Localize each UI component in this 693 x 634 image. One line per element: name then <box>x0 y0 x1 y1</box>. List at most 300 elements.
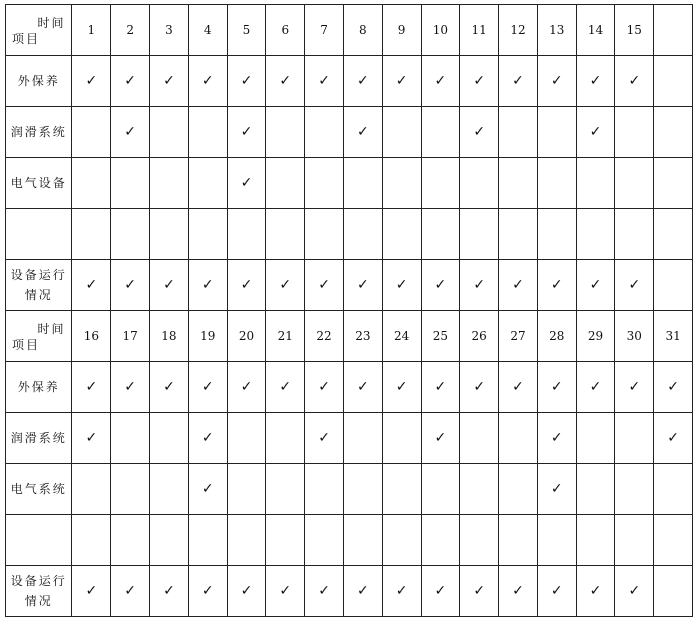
day-number-cell: 13 <box>537 5 576 56</box>
check-cell <box>150 56 189 107</box>
check-cell <box>460 56 499 107</box>
check-mark-icon: ✓ <box>473 124 486 140</box>
day-number-cell: 31 <box>654 311 693 362</box>
row-label-text: 情况 <box>24 288 53 302</box>
day-number-cell: 8 <box>343 5 382 56</box>
check-mark-icon: ✓ <box>395 277 408 293</box>
check-cell <box>305 56 344 107</box>
check-cell <box>382 107 421 158</box>
table-row <box>6 464 693 515</box>
check-cell <box>654 56 693 107</box>
check-cell <box>615 413 654 464</box>
check-cell <box>150 515 189 566</box>
check-cell <box>537 464 576 515</box>
day-number-cell: 23 <box>343 311 382 362</box>
check-cell <box>72 464 111 515</box>
check-cell <box>615 158 654 209</box>
check-cell <box>460 158 499 209</box>
day-number-cell: 15 <box>615 5 654 56</box>
check-cell <box>150 158 189 209</box>
check-mark-icon: ✓ <box>201 481 214 497</box>
maintenance-checklist-table <box>5 4 693 617</box>
check-cell <box>227 107 266 158</box>
check-cell <box>111 566 150 617</box>
table-row <box>6 158 693 209</box>
check-mark-icon: ✓ <box>628 73 641 89</box>
row-label-cell <box>6 566 72 617</box>
check-cell <box>460 209 499 260</box>
check-mark-icon: ✓ <box>201 583 214 599</box>
check-cell <box>576 362 615 413</box>
check-cell <box>227 413 266 464</box>
check-cell <box>188 56 227 107</box>
check-cell <box>654 413 693 464</box>
row-label-text: 外保养 <box>17 380 60 394</box>
check-mark-icon: ✓ <box>395 379 408 395</box>
check-mark-icon: ✓ <box>124 277 137 293</box>
table-row <box>6 56 693 107</box>
table-row <box>6 362 693 413</box>
row-label-text: 润滑系统 <box>10 431 67 445</box>
check-mark-icon: ✓ <box>628 379 641 395</box>
day-number-cell: 17 <box>111 311 150 362</box>
check-cell <box>421 515 460 566</box>
check-mark-icon: ✓ <box>473 277 486 293</box>
check-cell <box>343 158 382 209</box>
check-cell <box>72 362 111 413</box>
check-cell <box>227 260 266 311</box>
check-cell <box>654 260 693 311</box>
row-label-cell <box>6 209 72 260</box>
row-label-cell <box>6 464 72 515</box>
check-mark-icon: ✓ <box>279 73 292 89</box>
check-cell <box>111 260 150 311</box>
check-cell <box>72 566 111 617</box>
day-number-cell: 10 <box>421 5 460 56</box>
check-cell <box>615 464 654 515</box>
header-row <box>6 311 693 362</box>
check-mark-icon: ✓ <box>240 583 253 599</box>
check-cell <box>150 260 189 311</box>
day-number-cell: 14 <box>576 5 615 56</box>
check-mark-icon: ✓ <box>240 379 253 395</box>
check-mark-icon: ✓ <box>434 379 447 395</box>
corner-header-cell <box>6 311 72 362</box>
check-cell <box>499 464 538 515</box>
item-header-label: 项目 <box>12 338 41 352</box>
check-cell <box>266 515 305 566</box>
check-cell <box>499 158 538 209</box>
check-cell <box>227 158 266 209</box>
check-mark-icon: ✓ <box>85 73 98 89</box>
check-cell <box>499 107 538 158</box>
check-cell <box>382 413 421 464</box>
check-cell <box>72 107 111 158</box>
check-cell <box>654 107 693 158</box>
day-number-cell: 25 <box>421 311 460 362</box>
check-mark-icon: ✓ <box>163 277 175 293</box>
check-mark-icon: ✓ <box>356 379 369 395</box>
row-label-cell <box>6 107 72 158</box>
row-label-cell <box>6 413 72 464</box>
check-cell <box>266 209 305 260</box>
check-cell <box>499 566 538 617</box>
check-cell <box>576 209 615 260</box>
check-mark-icon: ✓ <box>85 379 98 395</box>
day-number-cell: 11 <box>460 5 499 56</box>
check-cell <box>421 362 460 413</box>
check-mark-icon: ✓ <box>318 583 330 599</box>
check-cell <box>305 362 344 413</box>
check-cell <box>382 566 421 617</box>
check-cell <box>382 260 421 311</box>
check-cell <box>460 413 499 464</box>
check-cell <box>266 566 305 617</box>
check-cell <box>421 413 460 464</box>
day-number-cell: 26 <box>460 311 499 362</box>
check-mark-icon: ✓ <box>473 583 486 599</box>
check-cell <box>382 56 421 107</box>
check-mark-icon: ✓ <box>512 583 524 599</box>
check-cell <box>654 362 693 413</box>
check-cell <box>537 260 576 311</box>
check-cell <box>150 413 189 464</box>
check-cell <box>111 56 150 107</box>
check-cell <box>615 260 654 311</box>
day-number-cell: 21 <box>266 311 305 362</box>
check-mark-icon: ✓ <box>473 73 486 89</box>
check-cell <box>266 464 305 515</box>
check-mark-icon: ✓ <box>473 379 486 395</box>
check-cell <box>227 362 266 413</box>
day-number-cell: 22 <box>305 311 344 362</box>
check-cell <box>499 413 538 464</box>
check-cell <box>421 158 460 209</box>
check-cell <box>150 107 189 158</box>
check-cell <box>576 56 615 107</box>
day-number-cell: 4 <box>188 5 227 56</box>
check-cell <box>382 464 421 515</box>
item-header-label: 项目 <box>12 32 41 46</box>
check-cell <box>343 413 382 464</box>
check-mark-icon: ✓ <box>512 277 524 293</box>
check-cell <box>343 56 382 107</box>
check-mark-icon: ✓ <box>124 73 137 89</box>
day-number-cell: 2 <box>111 5 150 56</box>
check-mark-icon: ✓ <box>201 379 214 395</box>
check-cell <box>150 464 189 515</box>
day-number-cell: 9 <box>382 5 421 56</box>
check-mark-icon: ✓ <box>550 277 563 293</box>
check-mark-icon: ✓ <box>279 583 292 599</box>
check-cell <box>460 260 499 311</box>
time-header-label: 时间 <box>37 322 66 336</box>
check-mark-icon: ✓ <box>279 277 292 293</box>
check-cell <box>305 107 344 158</box>
day-number-cell: 20 <box>227 311 266 362</box>
check-mark-icon: ✓ <box>240 124 253 140</box>
check-mark-icon: ✓ <box>356 73 369 89</box>
table-body <box>6 5 693 617</box>
check-cell <box>499 515 538 566</box>
check-cell <box>266 56 305 107</box>
check-mark-icon: ✓ <box>589 124 602 140</box>
table-row <box>6 209 693 260</box>
row-label-cell <box>6 158 72 209</box>
check-cell <box>499 260 538 311</box>
row-label-text: 设备运行 <box>10 268 67 282</box>
header-row <box>6 5 693 56</box>
check-cell <box>227 515 266 566</box>
check-cell <box>537 107 576 158</box>
day-number-cell: 12 <box>499 5 538 56</box>
check-mark-icon: ✓ <box>201 73 214 89</box>
check-cell <box>72 413 111 464</box>
check-cell <box>537 515 576 566</box>
check-cell <box>305 209 344 260</box>
check-cell <box>615 362 654 413</box>
check-mark-icon: ✓ <box>240 73 253 89</box>
check-cell <box>227 209 266 260</box>
table-row <box>6 260 693 311</box>
check-cell <box>615 515 654 566</box>
day-number-cell: 18 <box>150 311 189 362</box>
check-cell <box>421 464 460 515</box>
check-cell <box>537 566 576 617</box>
check-mark-icon: ✓ <box>434 430 447 446</box>
check-cell <box>343 107 382 158</box>
check-cell <box>111 107 150 158</box>
check-cell <box>188 464 227 515</box>
check-cell <box>343 515 382 566</box>
check-cell <box>421 56 460 107</box>
row-label-cell <box>6 515 72 566</box>
check-cell <box>421 107 460 158</box>
day-number-cell: 7 <box>305 5 344 56</box>
time-header-label: 时间 <box>37 16 66 30</box>
check-mark-icon: ✓ <box>550 73 563 89</box>
table-row <box>6 566 693 617</box>
check-cell <box>111 209 150 260</box>
check-mark-icon: ✓ <box>550 379 563 395</box>
check-cell <box>188 566 227 617</box>
check-cell <box>615 209 654 260</box>
day-number-cell: 27 <box>499 311 538 362</box>
check-cell <box>72 515 111 566</box>
day-number-cell: 24 <box>382 311 421 362</box>
check-mark-icon: ✓ <box>434 73 447 89</box>
check-cell <box>305 515 344 566</box>
check-cell <box>343 260 382 311</box>
table-row <box>6 515 693 566</box>
check-cell <box>460 464 499 515</box>
day-number-cell: 28 <box>537 311 576 362</box>
check-cell <box>111 362 150 413</box>
row-label-cell <box>6 362 72 413</box>
check-mark-icon: ✓ <box>240 277 253 293</box>
row-label-text: 外保养 <box>17 74 60 88</box>
check-cell <box>382 362 421 413</box>
check-cell <box>305 158 344 209</box>
check-mark-icon: ✓ <box>589 73 602 89</box>
check-mark-icon: ✓ <box>550 430 563 446</box>
check-cell <box>537 413 576 464</box>
day-number-cell: 5 <box>227 5 266 56</box>
check-cell <box>654 515 693 566</box>
check-cell <box>227 464 266 515</box>
day-number-cell: 3 <box>150 5 189 56</box>
row-label-cell <box>6 260 72 311</box>
check-cell <box>72 209 111 260</box>
check-mark-icon: ✓ <box>318 379 330 395</box>
check-mark-icon: ✓ <box>589 379 602 395</box>
check-cell <box>72 56 111 107</box>
check-mark-icon: ✓ <box>589 583 602 599</box>
check-cell <box>305 260 344 311</box>
table-row <box>6 107 693 158</box>
check-cell <box>305 464 344 515</box>
check-cell <box>576 413 615 464</box>
check-mark-icon: ✓ <box>667 379 679 395</box>
check-mark-icon: ✓ <box>163 73 175 89</box>
check-cell <box>305 413 344 464</box>
check-cell <box>305 566 344 617</box>
day-number-cell: 19 <box>188 311 227 362</box>
check-cell <box>382 515 421 566</box>
row-label-text: 润滑系统 <box>10 125 67 139</box>
check-mark-icon: ✓ <box>201 430 214 446</box>
check-mark-icon: ✓ <box>163 583 175 599</box>
check-cell <box>188 209 227 260</box>
check-cell <box>576 107 615 158</box>
check-mark-icon: ✓ <box>395 583 408 599</box>
check-cell <box>576 260 615 311</box>
check-cell <box>188 362 227 413</box>
check-cell <box>382 209 421 260</box>
row-label-text: 电气系统 <box>10 482 67 496</box>
check-mark-icon: ✓ <box>434 277 447 293</box>
day-number-cell: 30 <box>615 311 654 362</box>
check-cell <box>576 566 615 617</box>
day-number-cell: 16 <box>72 311 111 362</box>
check-mark-icon: ✓ <box>550 481 563 497</box>
check-mark-icon: ✓ <box>318 277 330 293</box>
check-cell <box>343 362 382 413</box>
check-cell <box>421 260 460 311</box>
check-cell <box>227 56 266 107</box>
check-cell <box>460 566 499 617</box>
check-cell <box>188 515 227 566</box>
check-mark-icon: ✓ <box>279 379 292 395</box>
check-cell <box>266 158 305 209</box>
check-cell <box>499 56 538 107</box>
check-cell <box>499 209 538 260</box>
check-cell <box>382 158 421 209</box>
check-mark-icon: ✓ <box>85 277 98 293</box>
check-cell <box>576 515 615 566</box>
check-cell <box>615 56 654 107</box>
check-cell <box>460 107 499 158</box>
check-cell <box>188 158 227 209</box>
check-cell <box>654 464 693 515</box>
check-cell <box>111 413 150 464</box>
check-cell <box>615 566 654 617</box>
check-cell <box>72 260 111 311</box>
check-cell <box>576 464 615 515</box>
check-mark-icon: ✓ <box>667 430 679 446</box>
check-cell <box>343 566 382 617</box>
check-cell <box>460 362 499 413</box>
check-mark-icon: ✓ <box>550 583 563 599</box>
row-label-text: 电气设备 <box>10 176 67 190</box>
check-cell <box>111 158 150 209</box>
check-mark-icon: ✓ <box>356 277 369 293</box>
table-row <box>6 413 693 464</box>
check-cell <box>72 158 111 209</box>
check-cell <box>150 566 189 617</box>
check-mark-icon: ✓ <box>589 277 602 293</box>
check-cell <box>654 566 693 617</box>
check-cell <box>615 107 654 158</box>
check-cell <box>266 260 305 311</box>
check-cell <box>343 464 382 515</box>
day-number-cell: 1 <box>72 5 111 56</box>
check-mark-icon: ✓ <box>356 124 369 140</box>
check-mark-icon: ✓ <box>85 430 98 446</box>
check-cell <box>188 413 227 464</box>
check-cell <box>111 464 150 515</box>
check-mark-icon: ✓ <box>163 379 175 395</box>
check-mark-icon: ✓ <box>318 430 330 446</box>
check-cell <box>188 260 227 311</box>
check-cell <box>188 107 227 158</box>
check-mark-icon: ✓ <box>124 124 137 140</box>
check-cell <box>227 566 266 617</box>
check-cell <box>460 515 499 566</box>
check-mark-icon: ✓ <box>201 277 214 293</box>
check-cell <box>111 515 150 566</box>
check-mark-icon: ✓ <box>512 73 524 89</box>
check-cell <box>266 362 305 413</box>
check-mark-icon: ✓ <box>628 277 641 293</box>
day-number-cell <box>654 5 693 56</box>
check-cell <box>266 413 305 464</box>
check-mark-icon: ✓ <box>124 583 137 599</box>
check-cell <box>499 362 538 413</box>
check-cell <box>654 158 693 209</box>
check-cell <box>150 362 189 413</box>
check-cell <box>537 362 576 413</box>
day-number-cell: 6 <box>266 5 305 56</box>
corner-header-cell <box>6 5 72 56</box>
check-mark-icon: ✓ <box>85 583 98 599</box>
check-cell <box>421 209 460 260</box>
check-mark-icon: ✓ <box>124 379 137 395</box>
check-mark-icon: ✓ <box>318 73 330 89</box>
row-label-text: 情况 <box>24 594 53 608</box>
check-mark-icon: ✓ <box>395 73 408 89</box>
check-cell <box>654 209 693 260</box>
check-mark-icon: ✓ <box>512 379 524 395</box>
check-mark-icon: ✓ <box>240 175 253 191</box>
day-number-cell: 29 <box>576 311 615 362</box>
row-label-cell <box>6 56 72 107</box>
check-cell <box>343 209 382 260</box>
check-cell <box>150 209 189 260</box>
check-mark-icon: ✓ <box>356 583 369 599</box>
check-cell <box>537 209 576 260</box>
check-mark-icon: ✓ <box>628 583 641 599</box>
